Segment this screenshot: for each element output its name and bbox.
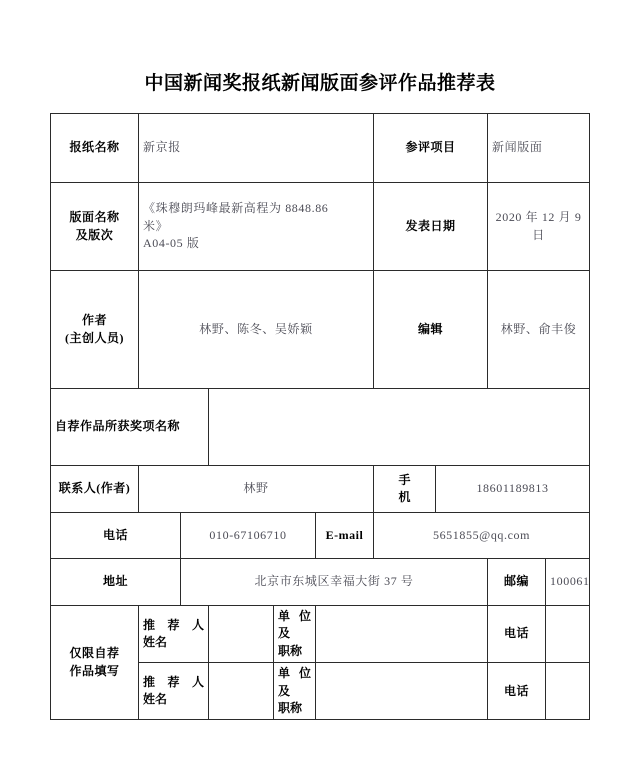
label-recommender-unit-1-line1: 单位及	[278, 609, 311, 641]
label-address: 地址	[51, 559, 181, 606]
label-editor: 编辑	[374, 271, 488, 389]
label-recommender-unit-2-line1: 单位及	[278, 666, 311, 698]
label-author-line2: (主创人员)	[65, 330, 124, 345]
label-evaluation-category: 参评项目	[374, 114, 488, 183]
value-recommender-name-2[interactable]	[209, 663, 274, 720]
label-page-name-edition	[51, 183, 139, 271]
label-newspaper-name: 报纸名称	[51, 114, 139, 183]
table-row-newspaper	[51, 114, 590, 183]
table-row-award	[51, 389, 590, 466]
label-page-name-line1: 版面名称	[69, 210, 120, 225]
table-row-phone-email	[51, 513, 590, 559]
table-row-contact	[51, 466, 590, 513]
value-author[interactable]: 林野、陈冬、吴娇颖	[139, 271, 374, 389]
table-row-recommender-1	[51, 606, 590, 663]
table-row-address	[51, 559, 590, 606]
value-mobile-phone[interactable]: 18601189813	[436, 466, 590, 513]
value-recommender-phone-1[interactable]	[546, 606, 590, 663]
value-page-name-line1: 《珠穆朗玛峰最新高程为 8848.86	[143, 201, 329, 216]
label-recommender-unit-2-line2: 职称	[278, 700, 303, 715]
label-self-recommend-line1: 仅限自荐	[69, 646, 120, 661]
label-email: E-mail	[316, 513, 374, 559]
label-recommender-phone-1: 电话	[488, 606, 546, 663]
label-recommender-unit-2	[274, 663, 316, 720]
value-newspaper-name[interactable]: 新京报	[139, 114, 374, 183]
label-postal-code: 邮编	[488, 559, 546, 606]
label-recommender-name-2-line1: 推荐人	[143, 674, 204, 689]
value-self-recommended-award[interactable]	[209, 389, 590, 466]
value-email[interactable]: 5651855@qq.com	[374, 513, 590, 559]
value-contact-person[interactable]: 林野	[139, 466, 374, 513]
label-recommender-name-2-line2: 姓名	[143, 692, 168, 707]
value-page-name-line3: A04-05 版	[143, 236, 200, 251]
value-postal-code[interactable]: 100061	[546, 559, 590, 606]
value-editor[interactable]: 林野、俞丰俊	[488, 271, 590, 389]
recommendation-form-table	[50, 113, 590, 720]
label-recommender-unit-1	[274, 606, 316, 663]
table-row-page-name	[51, 183, 590, 271]
label-telephone: 电话	[51, 513, 181, 559]
label-recommender-name-2	[139, 663, 209, 720]
value-recommender-phone-2[interactable]	[546, 663, 590, 720]
label-recommender-unit-1-line2: 职称	[278, 643, 303, 658]
label-self-recommended-award: 自荐作品所获奖项名称	[51, 389, 209, 466]
value-page-name-line2: 米》	[143, 218, 169, 233]
value-recommender-unit-1[interactable]	[316, 606, 488, 663]
label-contact-person: 联系人(作者)	[51, 466, 139, 513]
value-address[interactable]: 北京市东城区幸福大街 37 号	[181, 559, 488, 606]
label-self-recommend-line2: 作品填写	[69, 663, 120, 678]
label-recommender-phone-2: 电话	[488, 663, 546, 720]
label-recommender-name-1	[139, 606, 209, 663]
value-page-name-edition[interactable]	[139, 183, 374, 271]
label-recommender-name-1-line1: 推荐人	[143, 617, 204, 632]
label-mobile-phone	[374, 466, 436, 513]
label-self-recommend-only	[51, 606, 139, 720]
value-recommender-unit-2[interactable]	[316, 663, 488, 720]
page-title: 中国新闻奖报纸新闻版面参评作品推荐表	[144, 73, 496, 94]
value-evaluation-category[interactable]: 新闻版面	[488, 114, 590, 183]
label-author-line1: 作者	[81, 313, 107, 328]
value-telephone[interactable]: 010-67106710	[181, 513, 316, 559]
label-mobile-char1: 手	[398, 472, 411, 487]
label-author	[51, 271, 139, 389]
value-recommender-name-1[interactable]	[209, 606, 274, 663]
table-row-author	[51, 271, 590, 389]
label-recommender-name-1-line2: 姓名	[143, 635, 168, 650]
value-publish-date[interactable]: 2020 年 12 月 9 日	[488, 183, 590, 271]
label-mobile-char2: 机	[398, 490, 411, 504]
label-publish-date: 发表日期	[374, 183, 488, 271]
label-page-name-line2: 及版次	[75, 227, 114, 242]
